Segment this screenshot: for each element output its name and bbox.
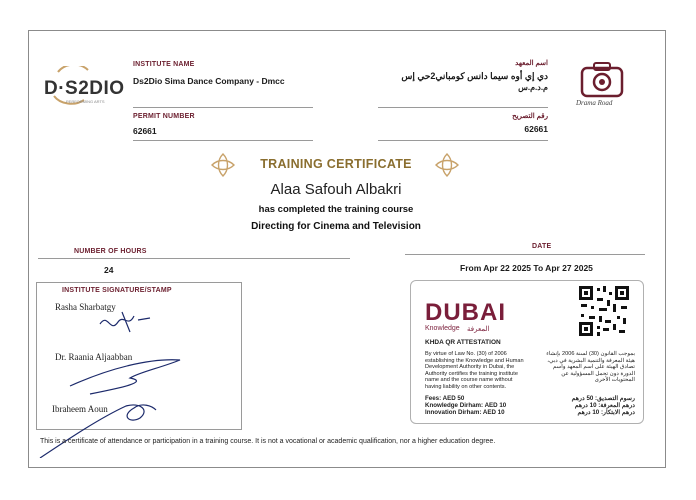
ds2dio-logo-tagline: PERFORMING ARTS — [66, 99, 105, 104]
signature-scribbles — [30, 298, 210, 458]
completed-text: has completed the training course — [258, 204, 414, 215]
khda-heading: KHDA QR ATTESTATION — [425, 339, 501, 346]
permit-number-value-ar: 62661 — [524, 124, 548, 134]
qr-code-icon — [577, 284, 631, 338]
hours-value: 24 — [104, 265, 114, 275]
drama-road-logo-text: Drama Road — [576, 99, 613, 107]
certificate-disclaimer: This is a certificate of attendance or participation in a training course. It is not a vocational or academic qualification, nor a higher education degree. — [40, 438, 496, 445]
khda-fee-1: Fees: AED 50 — [425, 395, 465, 402]
permit-number-label: PERMIT NUMBER — [133, 113, 195, 120]
signer-name-3: Ibraheem Aoun — [52, 404, 108, 414]
ds2dio-logo — [44, 66, 130, 106]
left-ornament-icon — [210, 152, 236, 178]
institute-name-value-ar: دي إي أوه سيما دانس كومباني2حي إس — [401, 71, 548, 81]
khda-fee-ar-3: درهم الابتكار: 10 درهم — [577, 409, 635, 416]
dubai-knowledge-logo: DUBAI — [425, 299, 506, 326]
hours-label: NUMBER OF HOURS — [74, 248, 147, 255]
institute-name-label: INSTITUTE NAME — [133, 61, 195, 68]
camera-icon — [572, 56, 632, 100]
date-value: From Apr 22 2025 To Apr 27 2025 — [460, 263, 593, 273]
date-label: DATE — [532, 243, 552, 250]
khda-fee-3: Innovation Dirham: AED 10 — [425, 409, 505, 416]
hours-rule — [38, 258, 350, 259]
institute-name-rule — [133, 107, 313, 108]
dubai-knowledge-sub-ar: المعرفة — [467, 326, 490, 333]
institute-name-rule-ar — [378, 107, 548, 108]
student-name: Alaa Safouh Albakri — [270, 181, 402, 198]
signer-name-2: Dr. Raania Aljaabban — [55, 352, 133, 362]
ds2dio-logo-text: D·S2DIO — [44, 78, 125, 99]
drama-road-logo — [572, 56, 632, 112]
khda-attestation-box — [410, 280, 644, 424]
khda-text-ar: بموجب القانون (30) لسنة 2006 بإنشاء هيئة المعرفة والتنمية البشرية في دبي، تصادق الهيئة على اسم المعهد واسم الدورة دون تحمل المسؤولية عن المحتويات الأخرى — [546, 351, 635, 384]
signer-name-1: Rasha Sharbatgy — [55, 302, 116, 312]
dubai-knowledge-sub: Knowledge — [425, 325, 460, 332]
khda-text-en: By virtue of Law No. (30) of 2006 establishing the Knowledge and Human Development Authority in Dubai, the Authority certifies the training institute name and the course name without having liability on other contents. — [425, 351, 524, 390]
certificate-title: TRAINING CERTIFICATE — [260, 157, 412, 171]
date-rule — [405, 254, 645, 255]
course-name: Directing for Cinema and Television — [251, 221, 421, 232]
permit-number-value: 62661 — [133, 126, 157, 136]
permit-number-label-ar: رقم التصريح — [512, 113, 548, 120]
permit-number-rule — [133, 140, 313, 141]
signature-label: INSTITUTE SIGNATURE/STAMP — [62, 287, 172, 294]
khda-fee-ar-1: رسوم التصديق: 50 درهم — [571, 395, 635, 402]
permit-number-rule-ar — [378, 140, 548, 141]
institute-name-value-ar-2: م.د.م.س — [518, 83, 548, 92]
institute-name-value: Ds2Dio Sima Dance Company - Dmcc — [133, 76, 285, 86]
right-ornament-icon — [434, 152, 460, 178]
institute-name-label-ar: اسم المعهد — [515, 60, 548, 67]
khda-fee-ar-2: درهم المعرفة: 10 درهم — [574, 402, 635, 409]
khda-fee-2: Knowledge Dirham: AED 10 — [425, 402, 507, 409]
